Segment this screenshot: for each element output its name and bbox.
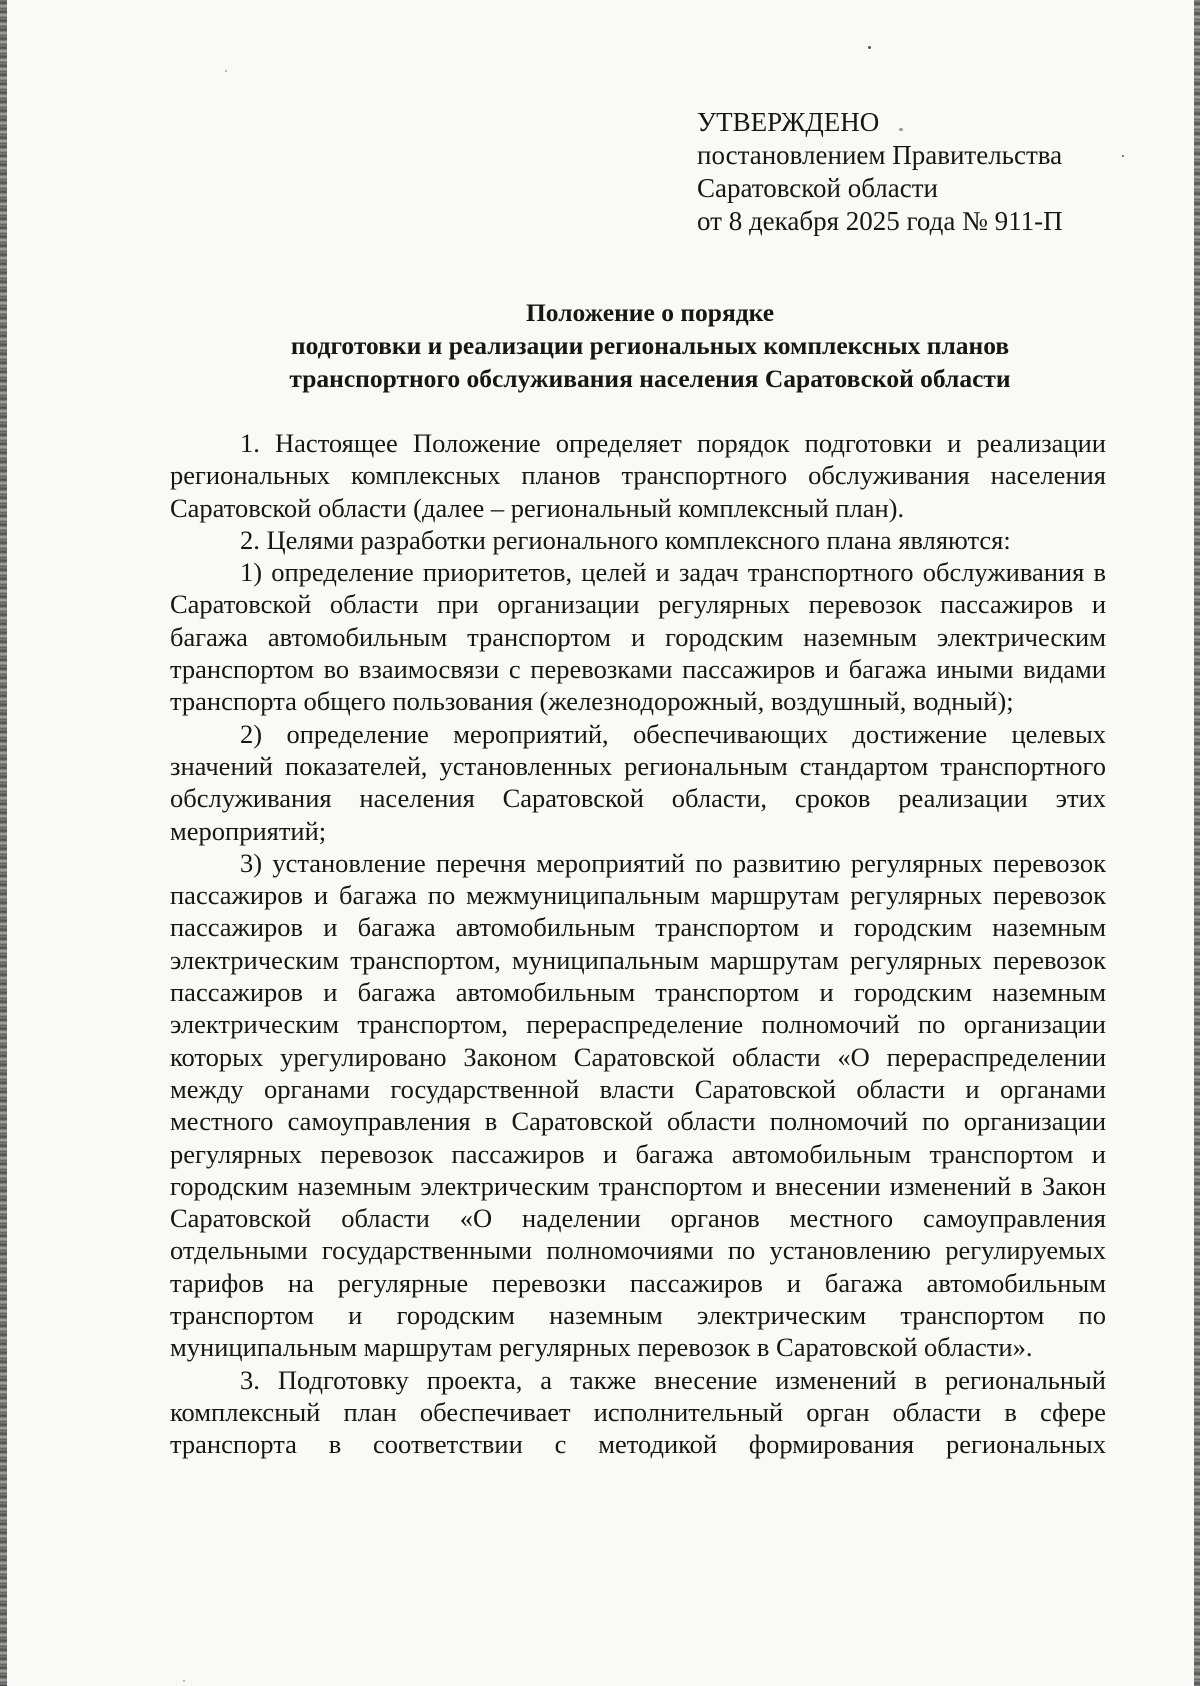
title-line: транспортного обслуживания населения Саратовской области — [289, 364, 1011, 393]
paragraph-1: 1. Настоящее Положение определяет порядок подготовки и реализации региональных комплексных планов транспортного обслуживания населения Саратовской области (далее – региональный комплексный план). — [170, 428, 1106, 523]
paragraph-2-item-1: 1) определение приоритетов, целей и задач транспортного обслуживания в Саратовской области при организации регулярных перевозок пассажиров и багажа автомобильным транспортом и городским наземным электрическим транспортом во взаимосвязи с перевозками пассажиров и багажа иными видами транспорта общего пользования (железнодорожный, воздушный, водный); — [170, 557, 1106, 717]
title-line: Положение о порядке — [525, 298, 775, 327]
title-line: подготовки и реализации региональных комплексных планов — [290, 331, 1010, 360]
scan-edge-left — [0, 0, 7, 1686]
document-title — [170, 296, 1130, 395]
scan-edge-right — [1194, 0, 1200, 1686]
scan-speck — [225, 70, 227, 72]
paragraph-2-item-3: 3) установление перечня мероприятий по развитию регулярных перевозок пассажиров и багажа по межмуниципальным маршрутам регулярных перевозок пассажиров и багажа автомобильным транспортом и городским наземным электрическим транспортом, муниципальным маршрутам регулярных перевозок пассажиров и багажа автомобильным транспортом и городским наземным электрическим транспортом, перераспределение полномочий по организации которых урегулировано Законом Саратовской области «О перераспределении между органами государственной власти Саратовской области и органами местного самоуправления в Саратовской области полномочий по организации регулярных перевозок пассажиров и багажа автомобильным транспортом и городским наземным электрическим транспортом и внесении изменений в Закон Саратовской области «О наделении органов местного самоуправления отдельными государственными полномочиями по установлению регулируемых тарифов на регулярные перевозки пассажиров и багажа автомобильным транспортом и городским наземным электрическим транспортом по муниципальным маршрутам регулярных перевозок в Саратовской области». — [170, 847, 1106, 1363]
approval-line: от 8 декабря 2025 года № 911-П — [697, 206, 1063, 236]
approval-line: постановлением Правительства — [697, 140, 1063, 170]
paragraph-2-item-2: 2) определение мероприятий, обеспечивающих достижение целевых значений показателей, установленных региональным стандартом транспортного обслуживания населения Саратовской области, сроков реализации этих мероприятий; — [170, 718, 1106, 846]
approval-line: УТВЕРЖДЕНО — [697, 107, 880, 137]
scan-speck — [1122, 155, 1124, 157]
approval-line: Саратовской области — [697, 173, 938, 203]
document-body — [170, 427, 1106, 1461]
scan-speck — [183, 1680, 185, 1682]
approval-block — [697, 106, 1063, 238]
paragraph-3: 3. Подготовку проекта, а также внесение изменений в региональный комплексный план обеспечивает исполнительный орган области в сфере транспорта в соответствии с методикой формирования региональных — [170, 1364, 1106, 1460]
scan-speck — [868, 46, 871, 49]
paragraph-2: 2. Целями разработки регионального комплексного плана являются: — [240, 524, 1011, 555]
